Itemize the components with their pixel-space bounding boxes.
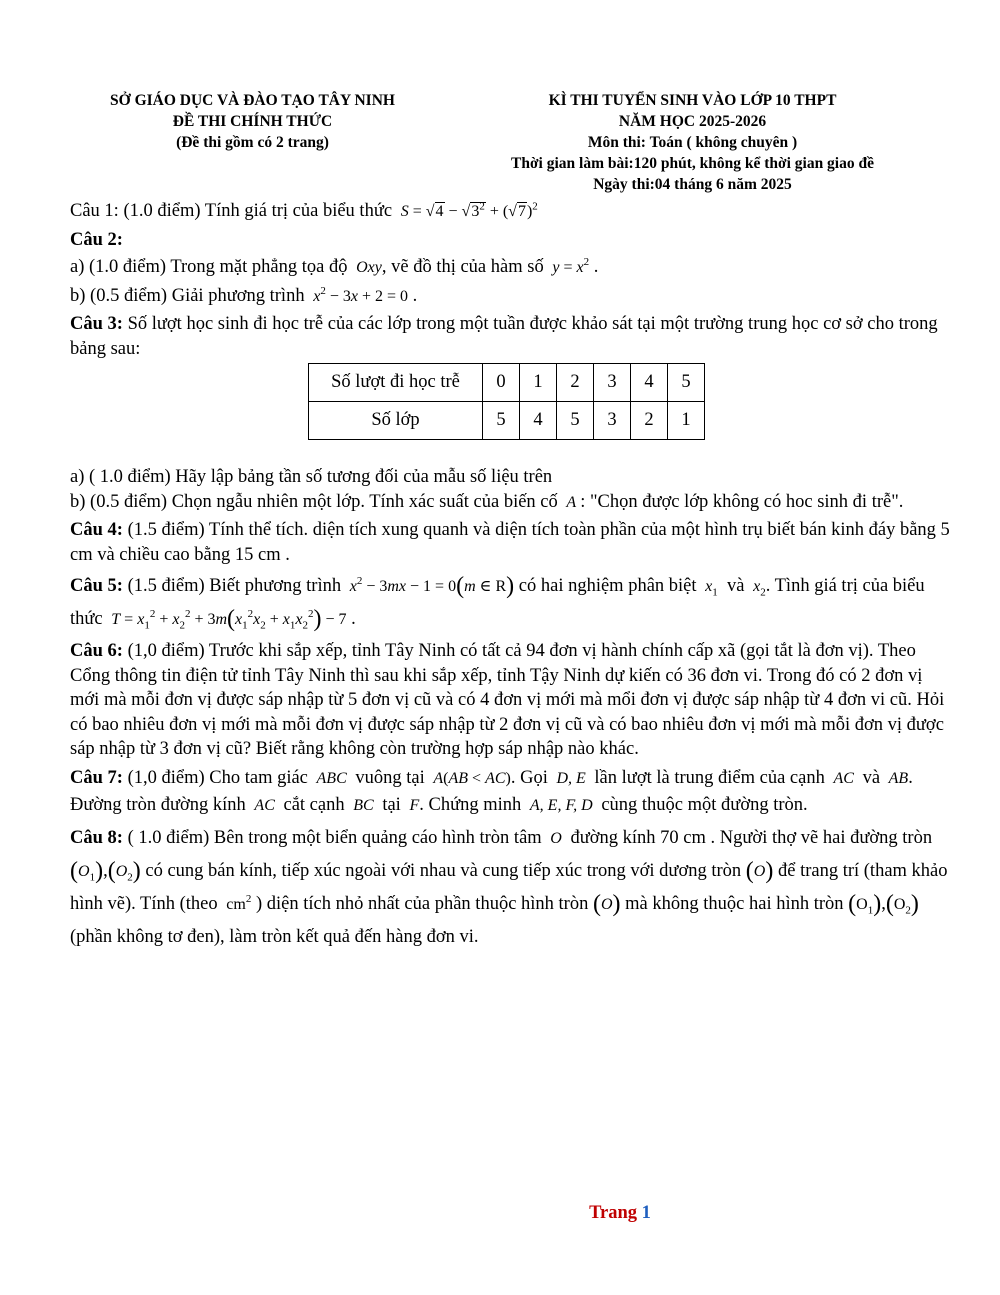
exam-body: [70, 199, 955, 954]
question-3: Câu 3: Số lượt học sinh đi học trễ của các lớp trong một tuần được khảo sát tại một trường trung học cơ sở cho trong bảng sau:: [70, 314, 938, 359]
table-cell: 3: [594, 402, 631, 440]
table-row: [309, 364, 705, 402]
question-2b: b) (0.5 điểm) Giải phương trình $x^2 - 3x + 2 = 0$ .: [70, 284, 418, 306]
page-footer: [540, 1203, 700, 1224]
question-3a: a) ( 1.0 điểm) Hãy lập bảng tần số tương đối của mẫu số liệu trên: [70, 467, 553, 487]
late-count-table: [308, 363, 705, 440]
table-row-label: Số lượt đi học trễ: [309, 364, 483, 402]
math-expression: S: [396, 203, 409, 220]
question-8: Câu 8: ( 1.0 điểm) Bên trong một biển quảng cáo hình tròn tâm O đường kính 70 cm . Người thợ vẽ hai đường tròn $(O_1),(O_2)$ có cung bán kính, tiếp xúc ngoài với nhau và cung tiếp xúc trong với dương tròn (O) để trang trí (tham khảo hình vẽ). Tính (theo $cm^2$ ) diện tích nhỏ nhất của phần thuộc hình tròn (O) mà không thuộc hai hình tròn $(O_1),(O_2)$ (phần không tơ đen), làm tròn kết quả đến hàng đơn vi.: [70, 827, 948, 947]
department-name: SỞ GIÁO DỤC VÀ ĐÀO TẠO TÂY NINH: [110, 92, 395, 109]
question-3b: b) (0.5 điểm) Chọn ngẫu nhiên một lớp. Tính xác suất của biến cố A : "Chọn được lớp không có hoc sinh đi trễ".: [70, 491, 904, 512]
table-cell: 1: [520, 364, 557, 402]
table-cell: 2: [631, 402, 668, 440]
table-cell: 1: [668, 402, 705, 440]
table-cell: 5: [557, 402, 594, 440]
question-2a: a) (1.0 điểm) Trong mặt phẳng tọa độ Oxy, vẽ đồ thị của hàm số $y = x^2$ .: [70, 255, 599, 277]
header-left: [70, 90, 435, 153]
question-6: Câu 6: (1,0 điểm) Trước khi sắp xếp, tỉnh Tây Ninh có tất cả 94 đơn vị hành chính cấp xã (gọi tắt là đơn vị). Theo Cổng thông tin điện tử tỉnh Tây Ninh thì sau khi sắp xếp, tỉnh Tậy Ninh dự kiến có 36 đơn vi. Trong đó có 2 đơn vị mới mà mỗi đơn vị được sáp nhập từ 5 đơn vị cũ và có 4 đơn vị mới mà mổi đơn vị được sáp nhập từ 4 đơn vi cũ. Hỏi có bao nhiêu đơn vị mới mà mỗi đơn vị được sáp nhập từ 2 đơn vị cũ và có bao nhiêu đơn vị mới mà mỗi đơn vị được sáp nhập từ 3 đơn vị cũ? Biết rằng không còn trường hợp sáp nhập nào khác.: [70, 641, 945, 759]
exam-title: KÌ THI TUYỂN SINH VÀO LỚP 10 THPT: [548, 92, 837, 109]
page-number: 1: [641, 1203, 651, 1223]
time-allowed: Thời gian làm bài:120 phút, không kể thời gian giao đề: [511, 155, 874, 172]
exam-date: Ngày thi:04 tháng 6 năm 2025: [593, 176, 792, 193]
table-cell: 3: [594, 364, 631, 402]
question-2-title: Câu 2:: [70, 229, 123, 250]
table-cell: 4: [631, 364, 668, 402]
table-row-label: Số lớp: [309, 402, 483, 440]
subject: Môn thi: Toán ( không chuyên ): [587, 134, 798, 151]
table-cell: 4: [520, 402, 557, 440]
question-1: Câu 1: (1.0 điểm) Tính giá trị của biểu thức $S = √4 - √3^2 + (√7)^2$: [70, 200, 538, 221]
table-row: [309, 402, 705, 440]
question-7: Câu 7: (1,0 điểm) Cho tam giác ABC vuông tại A(AB < AC). Gọi D, E lần lượt là trung điểm của cạnh AC và AB. Đường tròn đường kính AC cắt cạnh BC tại F. Chứng minh A, E, F, D cùng thuộc một đường tròn.: [70, 767, 913, 815]
school-year: NĂM HỌC 2025-2026: [618, 113, 767, 130]
page-count-note: (Đề thi gồm có 2 trang): [176, 134, 329, 151]
table-cell: 5: [483, 402, 520, 440]
exam-status: ĐỀ THI CHÍNH THỨC: [172, 113, 333, 130]
question-5: Câu 5: (1.5 điểm) Biết phương trình $x^2 - 3mx - 1 = 0(m$ ∈ R) có hai nghiệm phân biệt $x_1$ và $x_2$. Tình giá trị của biểu thức $T = x_1^2 + x_2^2 + 3m(x_1^2x_2 + x_1x_2^2) - 7$ .: [70, 573, 925, 632]
header-right: [460, 90, 925, 195]
question-4: Câu 4: (1.5 điểm) Tính thể tích. diện tích xung quanh và diện tích toàn phần của một hình trụ biết bán kinh đáy bằng 5 cm và chiều cao bằng 15 cm .: [70, 520, 950, 565]
table-cell: 0: [483, 364, 520, 402]
table-cell: 5: [668, 364, 705, 402]
table-cell: 2: [557, 364, 594, 402]
page-label: Trang: [589, 1203, 638, 1223]
